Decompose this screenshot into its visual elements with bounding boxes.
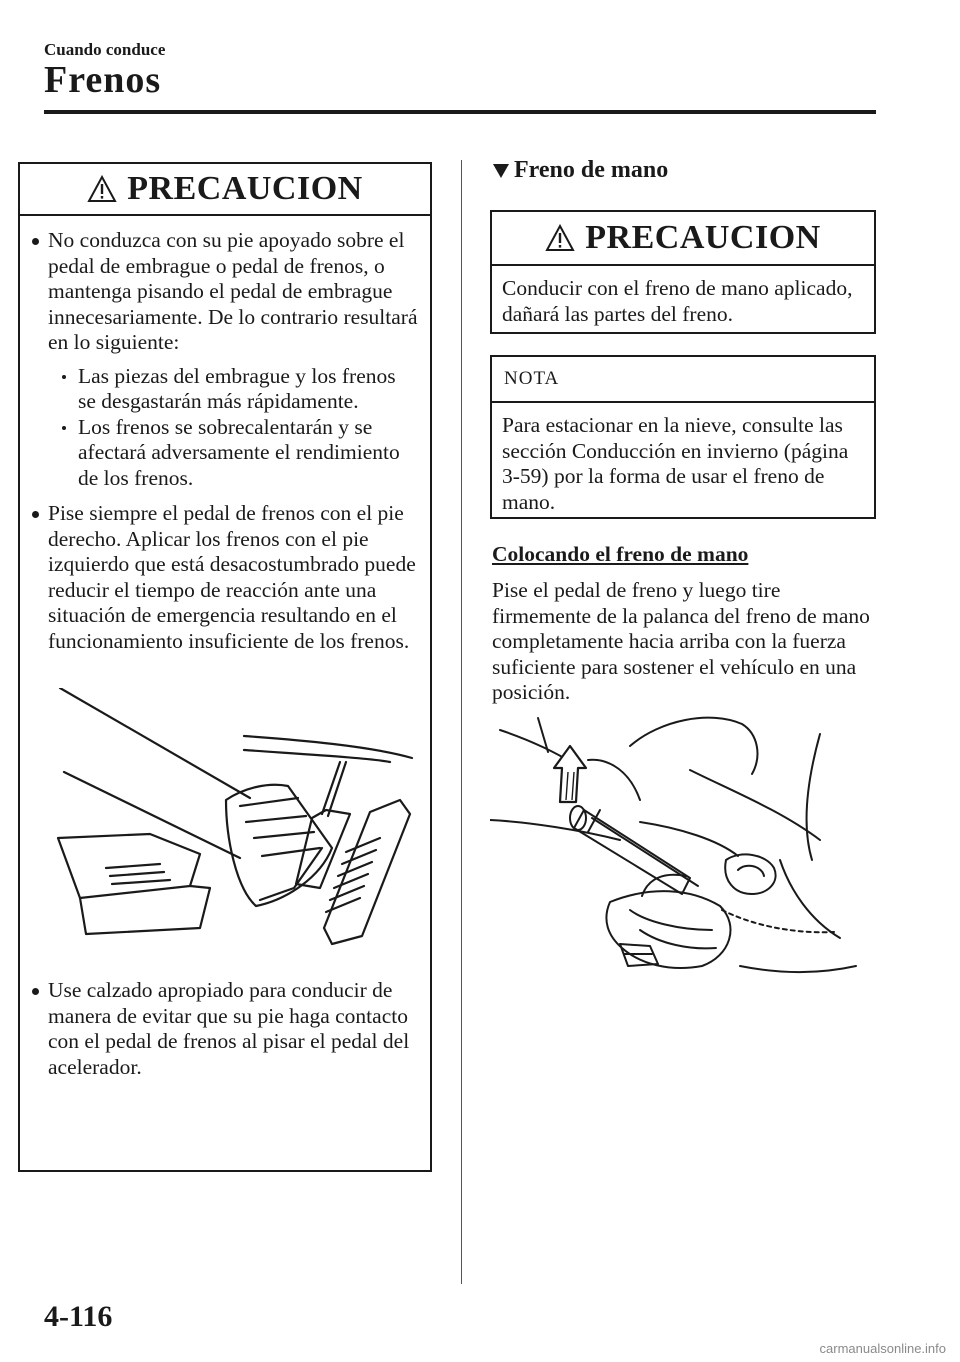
note-box: [490, 355, 876, 519]
caution-bullet: [20, 501, 418, 654]
procedure-heading: Colocando el freno de mano: [492, 542, 749, 566]
sub-bullet-dot: [62, 426, 66, 430]
page-title: Frenos: [44, 59, 162, 101]
bullet-dot: [32, 511, 39, 518]
sub-bullet: [48, 415, 418, 492]
watermark: carmanualsonline.info: [819, 1341, 946, 1356]
caution-bullet: [20, 228, 418, 491]
section-label: Cuando conduce: [44, 40, 166, 59]
caution-bullet-list: [20, 978, 418, 1080]
feet-on-pedals-illustration: [50, 688, 430, 956]
bullet-text-right-foot: Pise siempre el pedal de frenos con el pie derecho. Aplicar los frenos con el pie izquierdo que está desacostumbrado puede reducir el tiempo de reacción ante una situación de emergencia resultando en el funcionamiento insuficiente de los frenos.: [48, 501, 416, 653]
warning-triangle-icon: [545, 224, 575, 252]
caution-heading: PRECAUCION: [127, 170, 363, 207]
caution-heading: PRECAUCION: [585, 219, 821, 256]
caution-text: Conducir con el freno de mano aplicado, dañará las partes del freno.: [502, 276, 853, 326]
sub-bullet-dot: [62, 375, 66, 379]
warning-triangle-icon: [87, 175, 117, 203]
bullet-text-footwear: Use calzado apropiado para conducir de manera de evitar que su pie haga contacto con el pedal de frenos al pisar el pedal del acelerador.: [48, 978, 410, 1079]
bullet-dot: [32, 988, 39, 995]
caution-box-parking-brake: [490, 210, 876, 334]
caution-header: [20, 164, 430, 216]
triangle-down-icon: [492, 162, 510, 180]
title-rule: [44, 110, 876, 114]
sub-bullet-text-overheat: Los frenos se sobrecalentarán y se afectará adversamente el rendimiento de los frenos.: [78, 414, 400, 490]
caution-bullet: [20, 978, 418, 1080]
procedure-text: Pise el pedal de freno y luego tire firmemente de la palanca del freno de mano completamente hacia arriba con la fuerza suficiente para sostener el vehículo en una posición.: [492, 578, 870, 704]
parking-brake-lever-illustration: [490, 710, 860, 1000]
page-number: 4-116: [44, 1300, 113, 1333]
caution-body: [20, 216, 430, 1080]
caution-box-clutch: [18, 162, 432, 1172]
note-text: Para estacionar en la nieve, consulte las sección Conducción en invierno (página 3-59) por la forma de usar el freno de mano.: [502, 413, 849, 514]
subsection-title: [492, 157, 668, 184]
caution-bullet-list: [20, 228, 418, 654]
sub-bullet: [48, 364, 418, 415]
column-divider: [461, 160, 462, 1284]
caution-header: [492, 212, 874, 266]
bullet-dot: [32, 238, 39, 245]
note-header: NOTA: [492, 357, 874, 403]
sub-bullet-text-wear: Las piezas del embrague y los frenos se desgastarán más rápidamente.: [78, 363, 396, 413]
bullet-text-pedal-resting: No conduzca con su pie apoyado sobre el pedal de embrague o pedal de frenos, o mantenga pisando el pedal de embrague innecesariamente. De lo contrario resultará en lo siguiente:: [48, 228, 418, 354]
sub-bullet-list: [48, 364, 418, 492]
subsection-title-text: Freno de mano: [514, 157, 669, 183]
